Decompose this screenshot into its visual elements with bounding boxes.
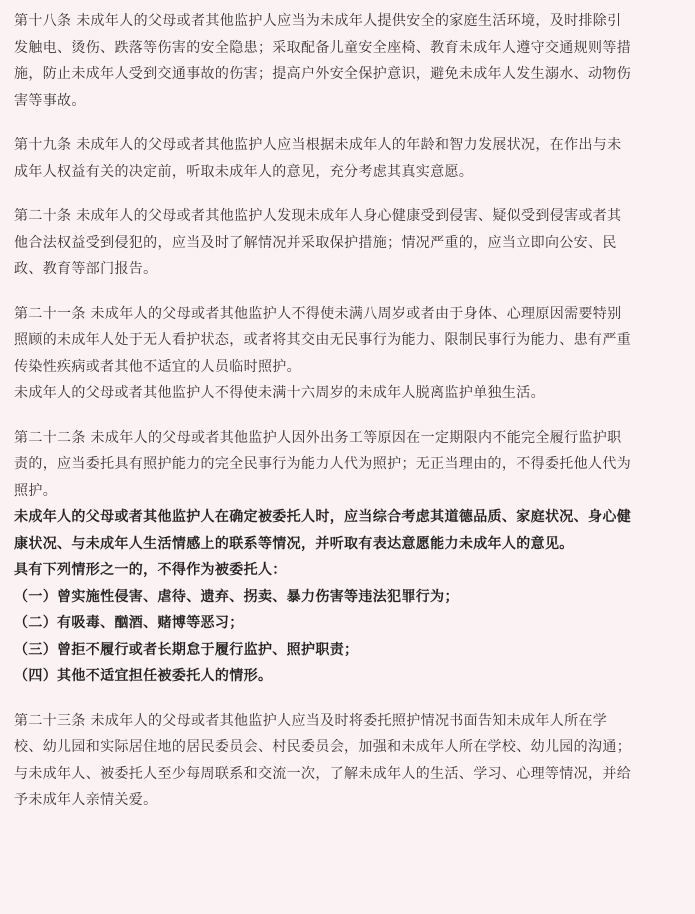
text-line: 他合法权益受到侵犯的，应当及时了解情况并采取保护措施；情况严重的，应当立即向公安、民 [14, 234, 617, 251]
text-line: 未成年人的父母或者其他监护人不得使未满十六周岁的未成年人脱离监护单独生活。 [14, 385, 545, 401]
text-line: 施，防止未成年人受到交通事故的伤害；提高户外安全保护意识，避免未成年人发生溺水、动物伤 [14, 66, 632, 82]
article-22 [14, 425, 681, 690]
bold-text-line: 具有下列情形之一的，不得作为被委托人： [14, 562, 287, 578]
text-line: 照顾的未成年人处于无人看护状态，或者将其交由无民事行为能力、限制民事行为能力、患有严重 [14, 332, 632, 348]
article-19 [14, 132, 681, 185]
text-line: 校、幼儿园和实际居住地的居民委员会、村民委员会，加强和未成年人所在学校、幼儿园的沟通； [14, 739, 632, 755]
text-line: 政、教育等部门报告。 [14, 261, 158, 277]
text-line: 第十九条 未成年人的父母或者其他监护人应当根据未成年人的年龄和智力发展状况，在作出与未 [14, 137, 622, 153]
text-line: 传染性疾病或者其他不适宜的人员临时照护。 [14, 358, 301, 375]
bold-text-line: 未成年人的父母或者其他监护人在确定被委托人时，应当综合考虑其道德品质、家庭状况、身心健 [14, 509, 632, 525]
bold-text-line: 康状况、与未成年人生活情感上的联系等情况，并听取有表达意愿能力未成年人的意见。 [14, 535, 574, 552]
text-line: 予未成年人亲情关爱。 [14, 792, 158, 808]
text-line: 成年人权益有关的决定前，听取未成年人的意见，充分考虑其真实意愿。 [14, 163, 474, 180]
text-line: 发触电、烫伤、跌落等伤害的安全隐患；采取配备儿童安全座椅、教育未成年人遵守交通规则等措 [14, 39, 632, 56]
text-line: 第十八条 未成年人的父母或者其他监护人应当为未成年人提供安全的家庭生活环境，及时排除引 [14, 13, 622, 29]
text-line: 第二十二条 未成年人的父母或者其他监护人因外出务工等原因在一定期限内不能完全履行监护职 [14, 429, 622, 446]
text-line: 第二十条 未成年人的父母或者其他监护人发现未成年人身心健康受到侵害、疑似受到侵害或者其 [14, 208, 622, 224]
article-21 [14, 301, 681, 407]
list-item: （一）曾实施性侵害、虐待、遗弃、拐卖、暴力伤害等违法犯罪行为； [14, 588, 459, 605]
list-item: （二）有吸毒、酗酒、赌博等恶习； [14, 615, 244, 631]
article-18 [14, 8, 681, 114]
text-line: 与未成年人、被委托人至少每周联系和交流一次，了解未成年人的生活、学习、心理等情况，并给 [14, 765, 632, 782]
text-line: 害等事故。 [14, 92, 86, 109]
text-line: 第二十三条 未成年人的父母或者其他监护人应当及时将委托照护情况书面告知未成年人所在学 [14, 712, 608, 729]
text-line: 照护。 [14, 482, 58, 499]
text-line: 责的，应当委托具有照护能力的完全民事行为能力人代为照护；无正当理由的，不得委托他人代为 [14, 456, 632, 472]
article-23 [14, 708, 681, 814]
text-line: 第二十一条 未成年人的父母或者其他监护人不得使未满八周岁或者由于身体、心理原因需要特别 [14, 305, 622, 322]
list-item: （三）曾拒不履行或者长期怠于履行监护、照护职责； [14, 641, 359, 658]
article-20 [14, 203, 681, 283]
list-item: （四）其他不适宜担任被委托人的情形。 [14, 668, 273, 684]
